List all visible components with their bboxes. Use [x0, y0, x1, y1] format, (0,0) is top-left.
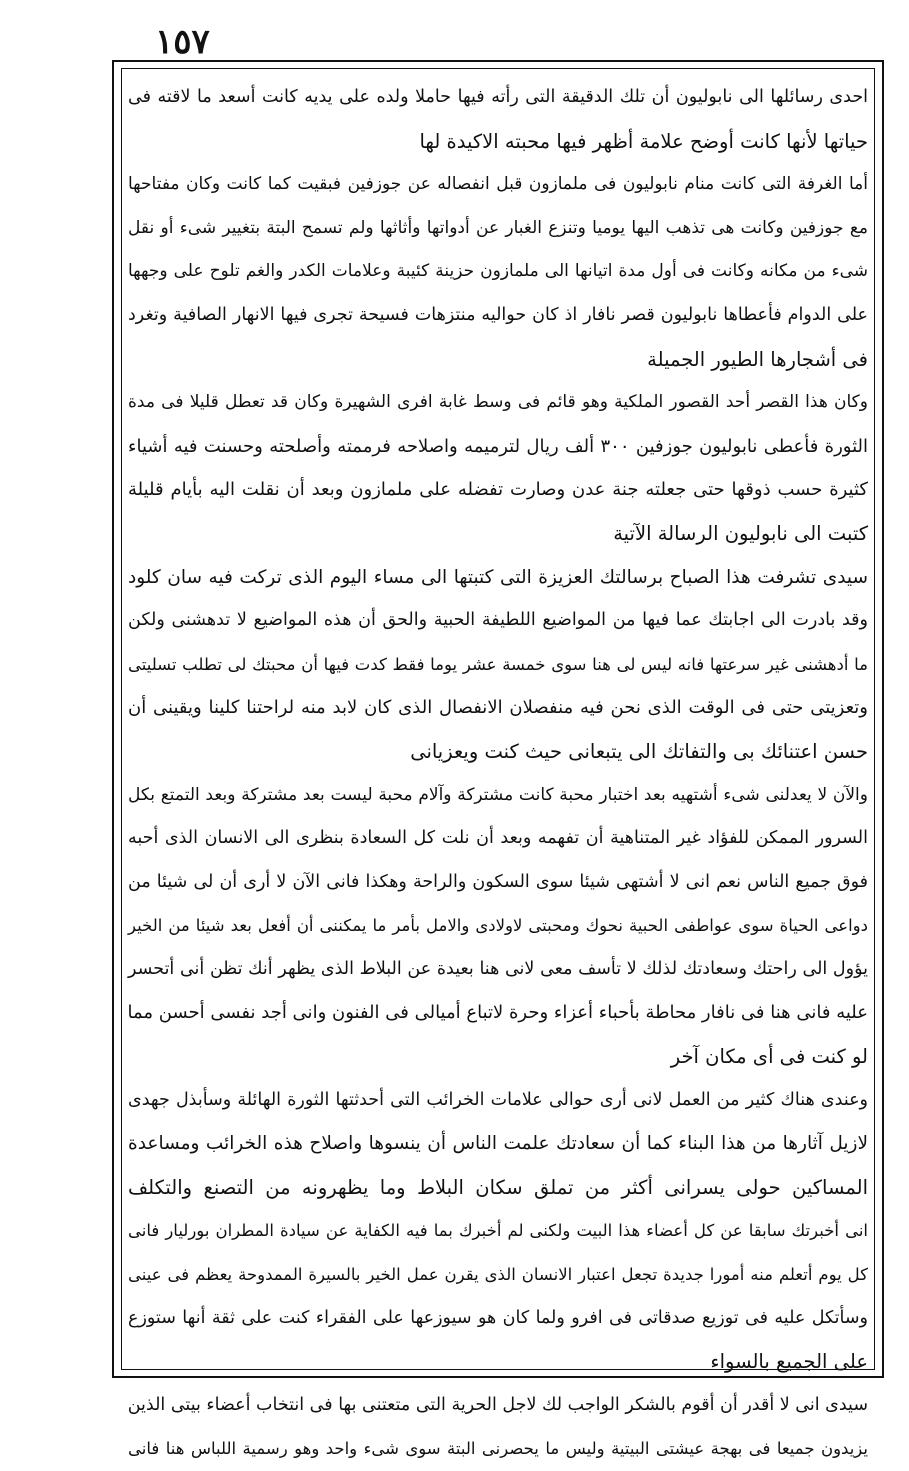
text-line: سيدى تشرفت هذا الصباح برسالتك العزيزة التى كتبتها الى مساء اليوم الذى تركت فيه سان كلود	[128, 566, 868, 588]
text-line: وتعزيتى حتى فى الوقت الذى نحن فيه منفصلان الانفصال الذى كان لابد منه لراحتنا كلينا ويقينى أن	[128, 697, 868, 719]
text-line: شىء من مكانه وكانت فى أول مدة اتيانها الى ملمازون حزينة كئيبة وعلامات الكدر والغم تلوح على وجهها	[128, 261, 868, 282]
text-line: فى أشجارها الطيور الجميلة	[647, 347, 868, 371]
text-line: يؤول الى راحتك وسعادتك لذلك لا تأسف معى لانى هنا بعيدة عن البلاط الذى يظهر أنك تظن أنى أتحسر	[128, 958, 868, 979]
text-line: احدى رسائلها الى نابوليون أن تلك الدقيقة التى رأته فيها حاملا ولده على يديه كانت أسعد ما لاقته فى	[128, 87, 868, 107]
text-line: الثورة فأعطى نابوليون جوزفين ٣٠٠ ألف ريال لترميمه واصلاحه فرممته وأصلحته وحسنت فيه أشياء	[128, 435, 868, 457]
text-line: وكان هذا القصر أحد القصور الملكية وهو قائم فى وسط غابة افرى الشهيرة وكان قد تعطل قليلا فى مدة	[128, 392, 868, 413]
text-line: عليه فانى هنا فى نافار محاطة بأحباء أعزاء وحرة لاتباع أميالى فى الفنون وانى أجد نفسى أحسن مما	[127, 1002, 868, 1024]
text-line: دواعى الحياة سوى عواطفى الحبية نحوك ومحبتى لاولادى والامل بأمر ما يمكننى أن أفعل بعد شيئا من الخير	[128, 916, 868, 936]
text-line: على الدوام فأعطاها نابوليون قصر نافار اذ كان حواليه منتزهات فسيحة تجرى فيها الانهار الصافية وتغرد	[128, 304, 868, 325]
text-line: كل يوم أتعلم منه أمورا جديدة تجعل اعتبار الانسان الذى يقرن عمل الخير بالسيرة الممدوحة يعظم فى عينى	[128, 1265, 868, 1285]
text-line: المساكين حولى يسرانى أكثر من تملق سكان البلاط وما يظهرونه من التصنع والتكلف	[128, 1175, 868, 1199]
page-number: ١٥٧	[155, 22, 210, 62]
text-line: حياتها لأنها كانت أوضح علامة أظهر فيها محبته الاكيدة لها	[419, 129, 868, 153]
text-line: سيدى انى لا أقدر أن أقوم بالشكر الواجب لك لاجل الحرية التى متعتنى بها فى انتخاب أعضاء بيتى الذين	[127, 1394, 868, 1415]
text-line: والآن لا يعدلنى شىء أشتهيه بعد اختبار محبة كانت مشتركة وآلام محبة ليست بعد مشتركة وبعد التمتع بكل	[128, 784, 868, 805]
text-line: فوق جميع الناس نعم انى لا أشتهى شيئا سوى السكون والراحة وهكذا فانى الآن لا أرى أن لى شيئا من	[128, 871, 868, 892]
text-line: كتبت الى نابوليون الرسالة الآتية	[613, 521, 868, 545]
text-line: مع جوزفين وكانت هى تذهب اليها يوميا وتنزع الغبار عن أدواتها وأثاثها ولم تسمح البتة بتغيير شىء أو نقل	[128, 217, 868, 238]
text-line: لازيل آثارها من هذا البناء كما أن سعادتك علمت الناس أن ينسوها واصلاح هذه الخرائب ومساعدة	[128, 1133, 868, 1155]
text-line: السرور الممكن للفؤاد غير المتناهية أن تفهمه وبعد أن نلت كل السعادة بنظرى الى الانسان الذى أحبه	[128, 828, 868, 849]
text-line: كثيرة حسب ذوقها حتى جعلته جنة عدن وصارت تفضله على ملمازون وبعد أن نقلت اليه بأيام قليلة	[128, 479, 868, 501]
text-line: انى أخبرتك سابقا عن كل أعضاء هذا البيت ولكنى لم أخبرك بما فيه الكفاية عن سيادة المطران بورليار فانى	[128, 1221, 868, 1241]
text-line: يزيدون جميعا فى بهجة عيشتى البيتية وليس ما يحصرنى البتة سوى شىء واحد وهو رسمية اللباس هنا فانى	[128, 1439, 868, 1459]
text-line: أما الغرفة التى كانت منام نابوليون فى ملمازون قبل انفصاله عن جوزفين فبقيت كما كانت وكان مفتاحها	[128, 174, 868, 195]
text-line: لو كنت فى أى مكان آخر	[670, 1045, 868, 1069]
text-line: وسأتكل عليه فى توزيع صدقاتى فى افرو ولما كان هو سيوزعها على الفقراء كنت على ثقة أنها ستوزع	[128, 1307, 868, 1328]
text-line: وعندى هناك كثير من العمل لانى أرى حوالى علامات الخرائب التى أحدثتها الثورة الهائلة وسأبذل جهدى	[128, 1089, 868, 1110]
body-text	[127, 76, 868, 1459]
text-line: حسن اعتنائك بى والتفاتك الى يتبعانى حيث كنت ويعزيانى	[410, 739, 868, 763]
text-line: وقد بادرت الى اجابتك عما فيها من المواضيع اللطيفة الحبية والحق أن هذه المواضيع لا تدهشنى ولكن	[128, 610, 868, 631]
text-line: ما أدهشنى غير سرعتها فانه ليس لى هنا سوى خمسة عشر يوما فقط كدت فيها أن محبتك لى تطلب تسليتى	[128, 654, 868, 674]
text-line: على الجميع بالسواء	[710, 1350, 868, 1374]
